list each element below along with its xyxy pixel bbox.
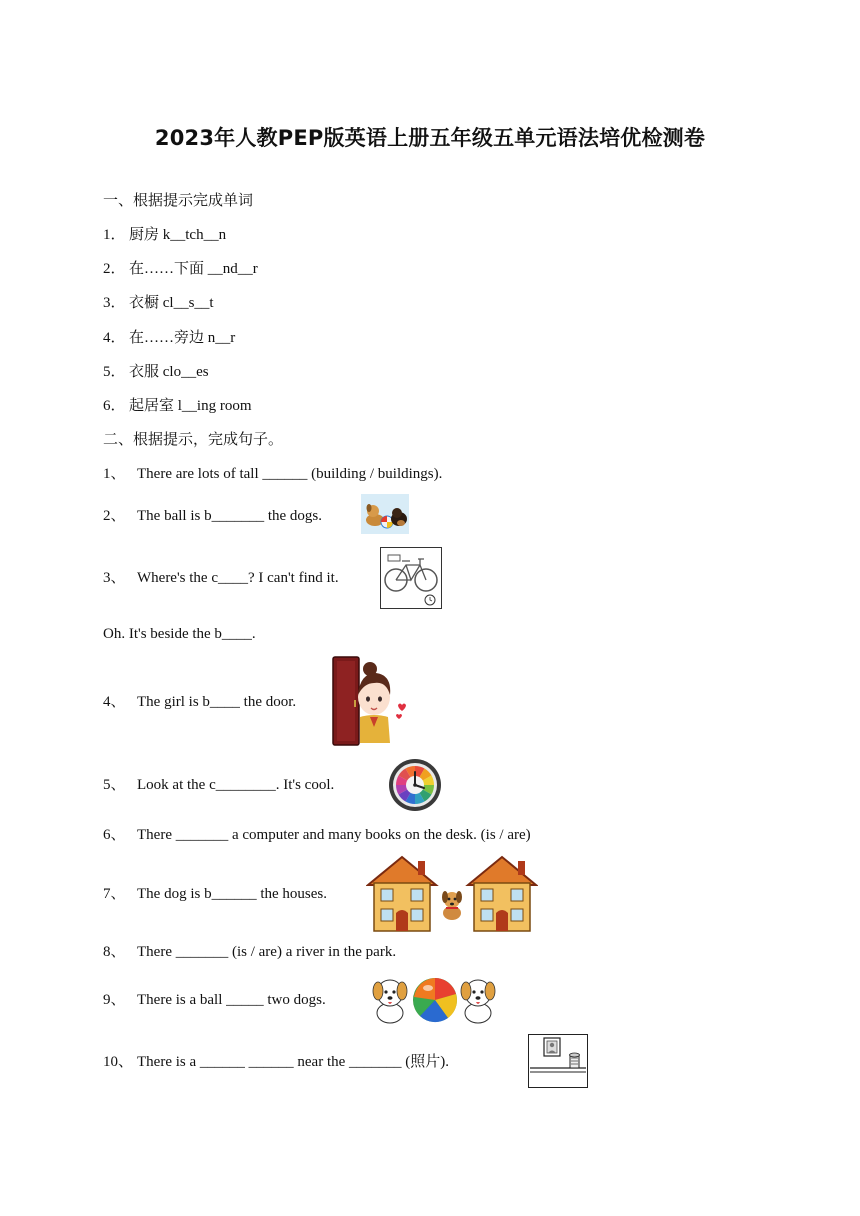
item-text: 衣服 clo__es	[129, 364, 209, 380]
list-item	[103, 884, 327, 904]
item-text: Where's the c____? I can't find it.	[137, 570, 339, 586]
list-item	[103, 775, 334, 795]
item-text: 在……旁边 n__r	[129, 330, 236, 346]
wall-clock-icon	[387, 757, 443, 813]
section1-heading: 一、根据提示完成单词	[103, 193, 254, 209]
list-item	[103, 293, 214, 313]
item-text: There _______ (is / are) a river in the park.	[137, 944, 397, 960]
list-item	[103, 225, 226, 245]
item-text: 衣橱 cl__s__t	[129, 295, 214, 311]
item-number: 7、	[103, 886, 126, 902]
item-number: 10、	[103, 1054, 134, 1070]
list-item	[103, 942, 396, 962]
list-item	[103, 259, 258, 279]
list-item	[103, 506, 322, 526]
item-text: There _______ a computer and many books on the desk. (is / are)	[137, 827, 531, 843]
item-number: 3．	[103, 295, 126, 311]
item-number: 5、	[103, 777, 126, 793]
item-number: 5．	[103, 364, 126, 380]
item-text: 在……下面 __nd__r	[129, 261, 258, 277]
list-item	[103, 396, 252, 416]
list-item	[103, 1052, 449, 1072]
item-number: 2、	[103, 508, 126, 524]
item-text: 起居室 l__ing room	[129, 398, 252, 414]
page-title: 2023年人教PEP版英语上册五年级五单元语法培优检测卷	[154, 126, 706, 150]
item-text: There are lots of tall ______ (building / buildings).	[137, 466, 443, 482]
item-number: 2．	[103, 261, 126, 277]
item-number: 9、	[103, 992, 126, 1008]
item-text: The girl is b____ the door.	[137, 694, 297, 710]
item-number: 6、	[103, 827, 126, 843]
item-number: 4、	[103, 694, 126, 710]
item-text: The ball is b_______ the dogs.	[137, 508, 322, 524]
list-item	[103, 464, 442, 484]
list-item	[103, 692, 296, 712]
ball-between-dogs-icon	[370, 975, 496, 1025]
photo-on-wall-icon	[528, 1034, 588, 1088]
item-number: 3、	[103, 570, 126, 586]
item-number: 1、	[103, 466, 126, 482]
item-number: 8、	[103, 944, 126, 960]
item-text: Oh. It's beside the b____.	[103, 626, 256, 642]
item-text: Look at the c________. It's cool.	[137, 777, 335, 793]
item-number: 1．	[103, 227, 126, 243]
bicycle-and-clock-icon	[380, 547, 442, 609]
list-item	[103, 328, 235, 348]
item-number: 4．	[103, 330, 126, 346]
item-number: 6．	[103, 398, 126, 414]
girl-behind-door-icon	[330, 655, 412, 747]
item-text: There is a ball _____ two dogs.	[137, 992, 326, 1008]
list-item	[103, 362, 209, 382]
dog-between-houses-icon	[366, 855, 538, 933]
list-item	[103, 990, 326, 1010]
list-item	[103, 825, 531, 845]
item-text: The dog is b______ the houses.	[137, 886, 327, 902]
dog-and-ball-icon	[361, 494, 409, 534]
item-text: 厨房 k__tch__n	[129, 227, 227, 243]
item-text: There is a ______ ______ near the _______ (照片).	[137, 1054, 450, 1070]
list-item	[103, 568, 339, 588]
list-item	[103, 624, 256, 644]
section2-heading: 二、根据提示，完成句子。	[103, 432, 284, 448]
